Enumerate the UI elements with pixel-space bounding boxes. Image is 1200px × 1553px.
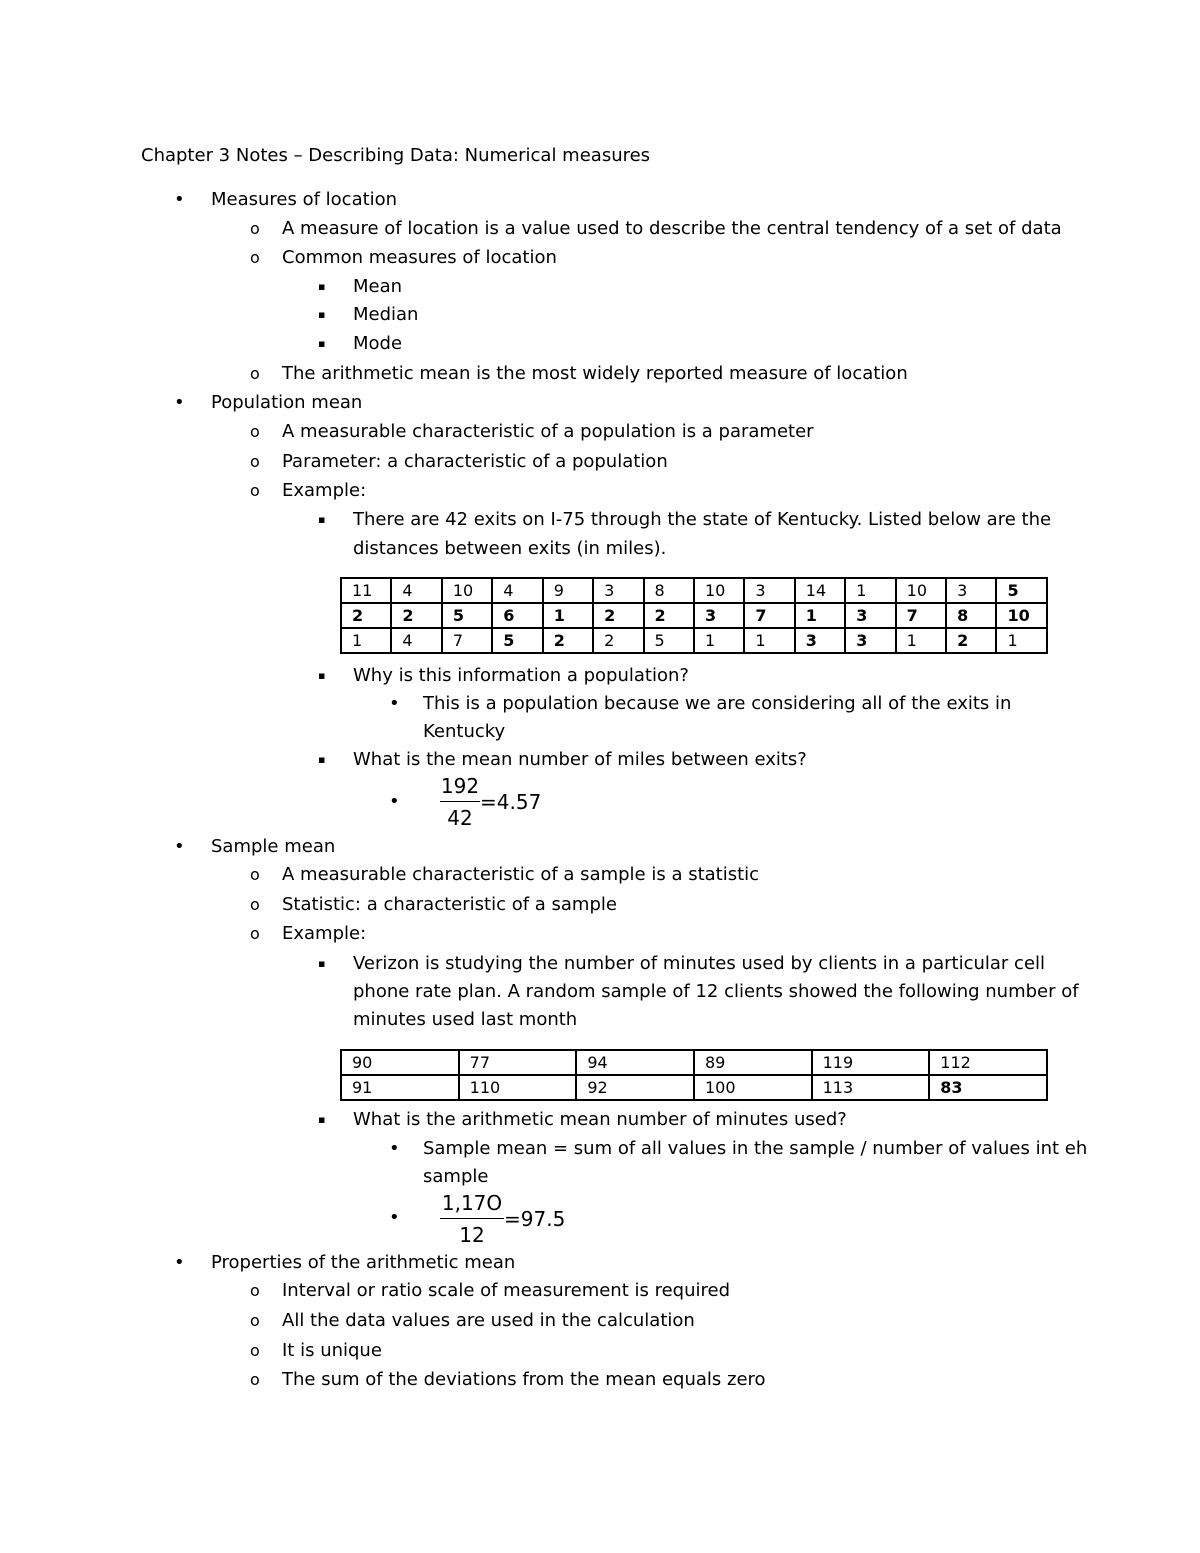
formula-result: =4.57 — [480, 790, 542, 814]
table-cell: 92 — [576, 1075, 694, 1100]
bullet-dot: • — [174, 189, 185, 210]
table-cell: 4 — [391, 628, 441, 653]
table-cell: 119 — [812, 1050, 930, 1075]
answer-text: This is a population because we are considering all of the exits in — [423, 693, 1012, 714]
bullet-square: ▪ — [318, 513, 326, 526]
table-cell: 90 — [341, 1050, 459, 1075]
table-cell: 4 — [492, 578, 542, 603]
table-cell: 6 — [492, 603, 542, 628]
table-cell: 2 — [644, 603, 694, 628]
answer-text: Sample mean = sum of all values in the sample / number of values int eh — [423, 1138, 1088, 1159]
formula-numerator: 1,17O — [441, 1191, 503, 1215]
formula-numerator: 192 — [440, 774, 480, 798]
table-cell: 112 — [929, 1050, 1047, 1075]
bullet-square: ▪ — [318, 669, 326, 682]
bullet-circle: o — [250, 1311, 260, 1330]
exit-distance-table — [340, 577, 1048, 654]
bullet-dot: • — [389, 1138, 400, 1159]
bullet-circle: o — [250, 895, 260, 914]
formula-denominator: 12 — [459, 1223, 485, 1247]
property-item: It is unique — [282, 1340, 382, 1361]
question-text: Why is this information a population? — [353, 665, 689, 686]
table-cell: 7 — [442, 628, 492, 653]
bullet-dot: • — [389, 1207, 400, 1228]
property-item: All the data values are used in the calculation — [282, 1310, 695, 1331]
table-cell: 3 — [694, 603, 744, 628]
list-item: Mode — [353, 333, 403, 354]
bullet-circle: o — [250, 1341, 260, 1360]
bullet-dot: • — [174, 392, 185, 413]
answer-text: Kentucky — [423, 721, 506, 742]
table-cell: 5 — [492, 628, 542, 653]
question-text: What is the arithmetic mean number of minutes used? — [353, 1109, 847, 1130]
table-cell: 2 — [391, 603, 441, 628]
bullet-dot: • — [174, 1252, 185, 1273]
table-cell: 5 — [996, 578, 1047, 603]
location-definition: A measure of location is a value used to describe the central tendency of a set of data — [282, 218, 1062, 239]
table-cell: 8 — [946, 603, 996, 628]
bullet-square: ▪ — [318, 1113, 326, 1126]
table-cell: 8 — [644, 578, 694, 603]
table-cell: 3 — [845, 603, 895, 628]
table-cell: 110 — [459, 1075, 577, 1100]
minutes-table — [340, 1049, 1048, 1101]
table-cell: 1 — [341, 628, 391, 653]
bullet-circle: o — [250, 1370, 260, 1389]
table-cell: 1 — [543, 603, 593, 628]
section-heading-properties: Properties of the arithmetic mean — [211, 1252, 516, 1273]
table-cell: 2 — [946, 628, 996, 653]
bullet-dot: • — [389, 791, 400, 812]
table-cell: 1 — [896, 628, 946, 653]
table-cell: 10 — [694, 578, 744, 603]
bullet-circle: o — [250, 452, 260, 471]
bullet-dot: • — [174, 836, 185, 857]
table-cell: 3 — [946, 578, 996, 603]
common-measures-heading: Common measures of location — [282, 247, 557, 268]
bullet-square: ▪ — [318, 308, 326, 321]
answer-text: sample — [423, 1166, 489, 1187]
fraction-bar — [440, 1218, 504, 1219]
table-cell: 11 — [341, 578, 391, 603]
example-text: There are 42 exits on I-75 through the state of Kentucky. Listed below are the — [353, 509, 1052, 530]
table-row — [341, 578, 1047, 603]
table-cell: 1 — [845, 578, 895, 603]
table-cell: 3 — [795, 628, 845, 653]
table-cell: 10 — [996, 603, 1047, 628]
table-cell: 83 — [929, 1075, 1047, 1100]
example-text: Verizon is studying the number of minutes used by clients in a particular cell — [353, 953, 1046, 974]
list-item: Mean — [353, 276, 403, 297]
table-cell: 1 — [694, 628, 744, 653]
table-cell: 10 — [442, 578, 492, 603]
example-label: Example: — [282, 480, 367, 501]
formula-result: =97.5 — [504, 1207, 566, 1231]
bullet-circle: o — [250, 248, 260, 267]
table-row — [341, 1050, 1047, 1075]
bullet-circle: o — [250, 364, 260, 383]
table-cell: 2 — [341, 603, 391, 628]
property-item: Interval or ratio scale of measurement is required — [282, 1280, 731, 1301]
table-cell: 7 — [896, 603, 946, 628]
bullet-circle: o — [250, 865, 260, 884]
page-title: Chapter 3 Notes – Describing Data: Numerical measures — [141, 145, 651, 166]
table-cell: 113 — [812, 1075, 930, 1100]
table-cell: 1 — [795, 603, 845, 628]
formula-denominator: 42 — [447, 806, 473, 830]
bullet-square: ▪ — [318, 337, 326, 350]
example-text: minutes used last month — [353, 1009, 578, 1030]
bullet-circle: o — [250, 422, 260, 441]
table-cell: 3 — [744, 578, 794, 603]
bullet-circle: o — [250, 1281, 260, 1300]
table-cell: 1 — [996, 628, 1047, 653]
table-cell: 91 — [341, 1075, 459, 1100]
arithmetic-note: The arithmetic mean is the most widely reported measure of location — [282, 363, 908, 384]
bullet-square: ▪ — [318, 753, 326, 766]
bullet-dot: • — [389, 693, 400, 714]
example-label: Example: — [282, 923, 367, 944]
table-cell: 2 — [593, 628, 643, 653]
table-cell: 1 — [744, 628, 794, 653]
bullet-circle: o — [250, 924, 260, 943]
sample-point: Statistic: a characteristic of a sample — [282, 894, 617, 915]
fraction-bar — [440, 801, 480, 802]
table-cell: 14 — [795, 578, 845, 603]
table-cell: 94 — [576, 1050, 694, 1075]
section-heading-location: Measures of location — [211, 189, 398, 210]
property-item: The sum of the deviations from the mean equals zero — [282, 1369, 766, 1390]
table-cell: 89 — [694, 1050, 812, 1075]
example-text: distances between exits (in miles). — [353, 538, 667, 559]
bullet-circle: o — [250, 219, 260, 238]
table-cell: 77 — [459, 1050, 577, 1075]
table-cell: 5 — [442, 603, 492, 628]
table-cell: 9 — [543, 578, 593, 603]
table-row — [341, 628, 1047, 653]
table-cell: 7 — [744, 603, 794, 628]
bullet-square: ▪ — [318, 280, 326, 293]
sample-point: A measurable characteristic of a sample is a statistic — [282, 864, 760, 885]
table-cell: 5 — [644, 628, 694, 653]
table-row — [341, 1075, 1047, 1100]
population-point: Parameter: a characteristic of a population — [282, 451, 668, 472]
section-heading-sample: Sample mean — [211, 836, 336, 857]
list-item: Median — [353, 304, 419, 325]
table-row — [341, 603, 1047, 628]
bullet-circle: o — [250, 481, 260, 500]
bullet-square: ▪ — [318, 957, 326, 970]
table-cell: 3 — [593, 578, 643, 603]
table-cell: 4 — [391, 578, 441, 603]
example-text: phone rate plan. A random sample of 12 clients showed the following number of — [353, 981, 1079, 1002]
table-cell: 3 — [845, 628, 895, 653]
population-point: A measurable characteristic of a population is a parameter — [282, 421, 814, 442]
table-cell: 2 — [593, 603, 643, 628]
table-cell: 100 — [694, 1075, 812, 1100]
table-cell: 2 — [543, 628, 593, 653]
table-cell: 10 — [896, 578, 946, 603]
question-text: What is the mean number of miles between exits? — [353, 749, 807, 770]
section-heading-population: Population mean — [211, 392, 363, 413]
